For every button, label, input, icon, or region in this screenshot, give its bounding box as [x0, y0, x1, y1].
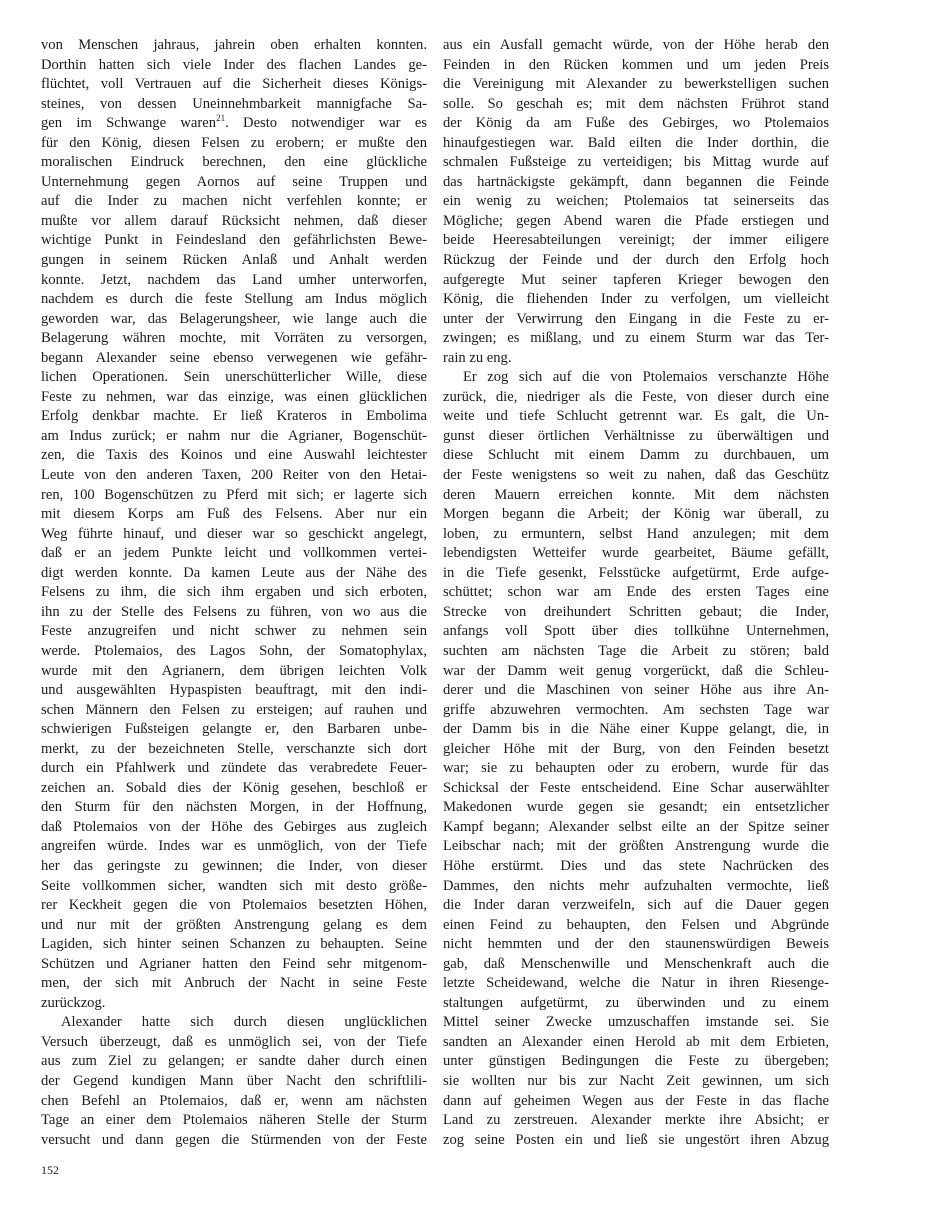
text-line: Lagiden, sich hinter seinen Schanzen zu behaupten. Seine: [41, 936, 427, 953]
text-line: nachdem es durch die feste Stellung am Indus möglich: [41, 291, 427, 308]
text-line: Versuch überzeugt, daß es unmöglich sei, von der Tiefe: [41, 1033, 427, 1050]
text-line: Kampf begann; Alexander selbst eilte an der Spitze seiner: [443, 818, 829, 835]
text-line: zurück, die, niedriger als die Feste, von dieser durch eine: [443, 388, 829, 405]
text-line: diese Schlucht mit einem Damm zu durchbauen, um: [443, 447, 829, 464]
text-line: Leute von den anderen Taxen, 200 Reiter von den Hetai-: [41, 467, 427, 484]
text-line: der König da am Fuße des Gebirges, wo Ptolemaios: [443, 115, 829, 132]
text-line: gunst dieser örtlichen Verhältnisse zu überwältigen und: [443, 427, 829, 444]
text-line: war der Damm weit genug vorgerückt, daß die Schleu-: [443, 662, 829, 679]
text-line: Seite vollkommen sicher, wandten sich mit desto größe-: [41, 877, 427, 894]
text-line: hinaufgestiegen war. Bald eilten die Inder dorthin, die: [443, 134, 829, 151]
text-line: unter günstigen Bedingungen die Feste zu übergeben;: [443, 1053, 829, 1070]
text-line: men, der sich mit Anbruch der Nacht in seine Feste: [41, 975, 427, 992]
text-line: sie wollten nur bis zur Nacht Zeit gewinnen, um sich: [443, 1072, 829, 1089]
text-line: die Vereinigung mit Alexander zu bewerkstelligen suchen: [443, 76, 829, 93]
text-line: gen im Schwange waren$^{21}$. Desto notwendiger war es: [41, 113, 427, 132]
text-line: einen Feind zu behaupten, den Felsen und Abgründe: [443, 916, 829, 933]
text-line: auf die Inder zu machen nicht verfehlen konnte; er: [41, 193, 427, 210]
text-line: deren Mauern erreichen konnte. Mit dem nächsten: [443, 486, 829, 503]
text-line: Schicksal der Feste entscheidend. Eine Schar auserwählter: [443, 779, 829, 796]
text-line: zog seine Posten ein und ließ sie ungestört ihren Abzug: [443, 1131, 829, 1148]
text-line: aus ein Ausfall gemacht würde, von der Höhe herab den: [443, 37, 829, 53]
page-number: 152: [41, 1163, 59, 1177]
text-line: Morgen begann die Arbeit; der König war überall, zu: [443, 506, 829, 523]
text-line: wurde mit den Agrianern, dem übrigen leichten Volk: [41, 662, 427, 679]
text-line: Dorthin hatten sich viele Inder des flachen Landes ge-: [41, 56, 427, 73]
text-line: Land zu zerstreuen. Alexander merkte ihre Absicht; er: [443, 1112, 829, 1129]
footnote-reference: 21: [216, 113, 226, 124]
text-line: Erfolg denkbar machte. Er ließ Krateros in Embolima: [41, 408, 427, 425]
text-line: Schützen und Agrianer hatten den Feind sehr mitgenom-: [41, 955, 427, 972]
text-line: Weg führte hinauf, und dieser war so geschickt angelegt,: [41, 525, 427, 542]
text-line: aus zum Ziel zu gelangen; er sandte daher durch einen: [41, 1053, 427, 1070]
text-line: mußte vor allem darauf Rücksicht nehmen, daß dieser: [41, 212, 427, 229]
text-line: Unternehmung gegen Aornos auf seine Truppen und: [41, 173, 427, 190]
text-line: König, die fliehenden Inder zu verfolgen, um vielleicht: [443, 291, 829, 308]
text-line: flüchtet, voll Vertrauen auf die Sicherheit dieses Königs-: [41, 76, 427, 93]
text-line: schwierigen Fußsteigen gelangte er, den Barbaren unbe-: [41, 721, 427, 738]
text-line: für den König, diesen Felsen zu erobern; er mußte den: [41, 134, 427, 151]
text-line: Feste zu nehmen, war das einzige, was einen glücklichen: [41, 388, 427, 405]
text-line: der Damm bis in die Nähe einer Kuppe gelangt, die, in: [443, 721, 829, 738]
text-line: letzte Scheidewand, welche die Natur in ihren Riesenge-: [443, 975, 829, 992]
right-text-column: [443, 36, 829, 1150]
text-line: aufgeregte Mut seiner tapferen Krieger bewogen den: [443, 271, 829, 288]
text-line: zen, die Taxis des Koinos und eine Auswahl leichtester: [41, 447, 427, 464]
text-line: mit diesem Korps am Fuß des Felsens. Aber nur ein: [41, 506, 427, 523]
text-line: in die Tiefe gesenkt, Felsstücke aufgetürmt, Erde aufge-: [443, 564, 829, 581]
text-line: gungen in seinem Rücken Anlaß und Anhalt werden: [41, 252, 427, 269]
text-line: durch ein Pfahlwerk und zündete das verabredete Feuer-: [41, 760, 427, 777]
text-line: schmalen Fußsteige zu verteidigen; bis Mittag wurde auf: [443, 154, 829, 171]
text-line: derer und die Maschinen von seiner Höhe aus ihre An-: [443, 682, 829, 699]
text-line: die Inder daran verzweifeln, sich auf die Dauer gegen: [443, 897, 829, 914]
text-line-tail: . Desto notwendiger war es: [225, 115, 427, 132]
text-line: moralischen Eindruck berechnen, den eine glückliche: [41, 154, 427, 171]
text-line: rain zu eng.: [443, 349, 512, 366]
text-line: Feste anzugreifen und nicht schwer zu nehmen sein: [41, 623, 427, 640]
text-line: Er zog sich auf die von Ptolemaios verschanzte Höhe: [463, 369, 829, 386]
text-line: geworden war, das Belagerungsheer, wie lange auch die: [41, 310, 427, 327]
text-line: und ausgewählten Hypaspisten beauftragt, mit den indi-: [41, 682, 427, 699]
text-line: ren, 100 Bogenschützen zu Pferd mit sich; er lagerte sich: [41, 486, 427, 503]
text-line: von Menschen jahraus, jahrein oben erhalten konnten.: [41, 37, 427, 53]
text-line: chen Befehl an Ptolemaios, daß er, wenn am nächsten: [41, 1092, 427, 1109]
text-line: daß Ptolemaios von der Höhe des Gebirges aus zugleich: [41, 818, 427, 835]
text-line: Dammes, den nichts mehr aufzuhalten vermochte, ließ: [443, 877, 829, 894]
text-line: gleicher Höhe mit der Burg, von den Feinden besetzt: [443, 740, 829, 757]
text-line: rer Keckheit gegen die von Ptolemaios besetzten Höhen,: [41, 897, 427, 914]
text-line: Strecke von dreihundert Schritten gebaut; die Inder,: [443, 603, 829, 620]
text-line: und nur mit der größten Anstrengung gelang es dem: [41, 916, 427, 933]
text-line: staltungen aufgetürmt, zu überwinden und zu einem: [443, 994, 829, 1011]
text-line: ein wenig zu weichen; Ptolemaios tat seinerseits das: [443, 193, 829, 210]
text-line: ihn zu der Stelle des Felsens zu führen, von wo aus die: [41, 603, 427, 620]
text-line: das hartnäckigste gekämpft, dann begannen die Feinde: [443, 173, 829, 190]
text-line: angreifen würde. Indes war es unmöglich, von der Tiefe: [41, 838, 427, 855]
text-line: unter der Verwirrung den Eingang in die Feste zu er-: [443, 310, 829, 327]
text-line: der Gegend kundigen Mann über Nacht den schriftlili-: [41, 1072, 427, 1089]
text-line: den Sturm für den nächsten Morgen, in der Hoffnung,: [41, 799, 427, 816]
text-line: daß er an jedem Punkte leicht und vollkommen vertei-: [41, 545, 427, 562]
text-line: loben, zu ermuntern, selbst Hand anzulegen; mit dem: [443, 525, 829, 542]
text-line: her das geringste zu gewinnen; die Inder, von dieser: [41, 857, 427, 874]
text-line: nicht hemmten und der den staunenswürdigen Beweis: [443, 936, 829, 953]
text-line: begann Alexander seine ebenso verwegenen wie gefähr-: [41, 349, 427, 366]
text-line: solle. So geschah es; mit dem nächsten Frührot stand: [443, 95, 829, 112]
text-line: war; sie zu behaupten oder zu erobern, wurde für das: [443, 760, 829, 777]
text-line: schüttet; schon war am Ende des ersten Tages eine: [443, 584, 829, 601]
text-line: anfangs voll Spott über dies tollkühne Unternehmen,: [443, 623, 829, 640]
text-line: am Indus zurück; er nahm nur die Agrianer, Bogenschüt-: [41, 427, 427, 444]
left-text-column: [41, 36, 427, 1150]
text-line: steines, von dessen Uneinnehmbarkeit mannigfache Sa-: [41, 95, 427, 112]
text-line: griffe abzuwehren vermochten. Am sechsten Tage war: [443, 701, 829, 718]
text-line: merkt, zu der bezeichneten Stelle, verschanzte sich dort: [41, 740, 427, 757]
text-line: Belagerung währen mochte, mit Vorräten zu versorgen,: [41, 330, 427, 347]
text-line: werde. Ptolemaios, des Lagos Sohn, der Somatophylax,: [41, 642, 427, 659]
text-line: der Feste wenigstens so weit zu nahen, daß das Geschütz: [443, 467, 829, 484]
text-line: Höhe erstürmt. Dies und das stete Nachrücken des: [443, 857, 829, 874]
text-line: Leibschar nach; mit der größten Anstrengung wurde die: [443, 838, 829, 855]
text-line: zwingen; es mißlang, und zu einem Sturm war das Ter-: [443, 330, 829, 347]
text-line: Mittel seiner Zwecke umzuschaffen imstande sei. Sie: [443, 1014, 829, 1031]
text-line: zurückzog.: [41, 994, 106, 1011]
text-line: konnte. Jetzt, nachdem das Land umher unterworfen,: [41, 271, 427, 288]
text-line: Feinden in den Rücken kommen und um jeden Preis: [443, 56, 829, 73]
text-line: Rückzug der Feinde und der durch den Erfolg hoch: [443, 252, 829, 269]
text-line: weite und tiefe Schlucht getrennt war. Es galt, die Un-: [443, 408, 829, 425]
text-line: lebendigsten Wetteifer wurde gearbeitet, Bäume gefällt,: [443, 545, 829, 562]
text-line: Alexander hatte sich durch diesen unglücklichen: [61, 1014, 427, 1031]
text-line: wichtige Punkt in Feindesland den gefährlichsten Bewe-: [41, 232, 427, 249]
text-line: schen Männern den Felsen zu ersteigen; auf rauhen und: [41, 701, 427, 718]
text-line: lichen Operationen. Sein unerschütterlicher Wille, diese: [41, 369, 427, 386]
text-line: digt werden konnte. Da kamen Leute aus der Nähe des: [41, 564, 427, 581]
text-line: Felsens zu ihm, die sich ihm ergaben und sich erboten,: [41, 584, 427, 601]
text-line: zeichen an. Sobald dies der König gesehen, beschloß er: [41, 779, 427, 796]
text-line: dann auf geheimen Wegen aus der Feste in das flache: [443, 1092, 829, 1109]
text-line: versucht und dann gegen die Stürmenden von der Feste: [41, 1131, 427, 1148]
text-line: sandten an Alexander einen Herold ab mit dem Erbieten,: [443, 1033, 829, 1050]
text-line: Makedonen wurde gegen sie gesandt; ein entsetzlicher: [443, 799, 829, 816]
text-line: suchten am nächsten Tage die Arbeit zu stören; bald: [443, 642, 829, 659]
text-line: Tage an einer dem Ptolemaios näheren Stelle der Sturm: [41, 1112, 427, 1129]
text-line: beide Heeresabteilungen vereinigt; der immer eiligere: [443, 232, 829, 249]
text-line: gab, daß Menschenwille und Menschenkraft auch die: [443, 955, 829, 972]
text-line: Mögliche; gegen Abend waren die Pfade erstiegen und: [443, 212, 829, 229]
